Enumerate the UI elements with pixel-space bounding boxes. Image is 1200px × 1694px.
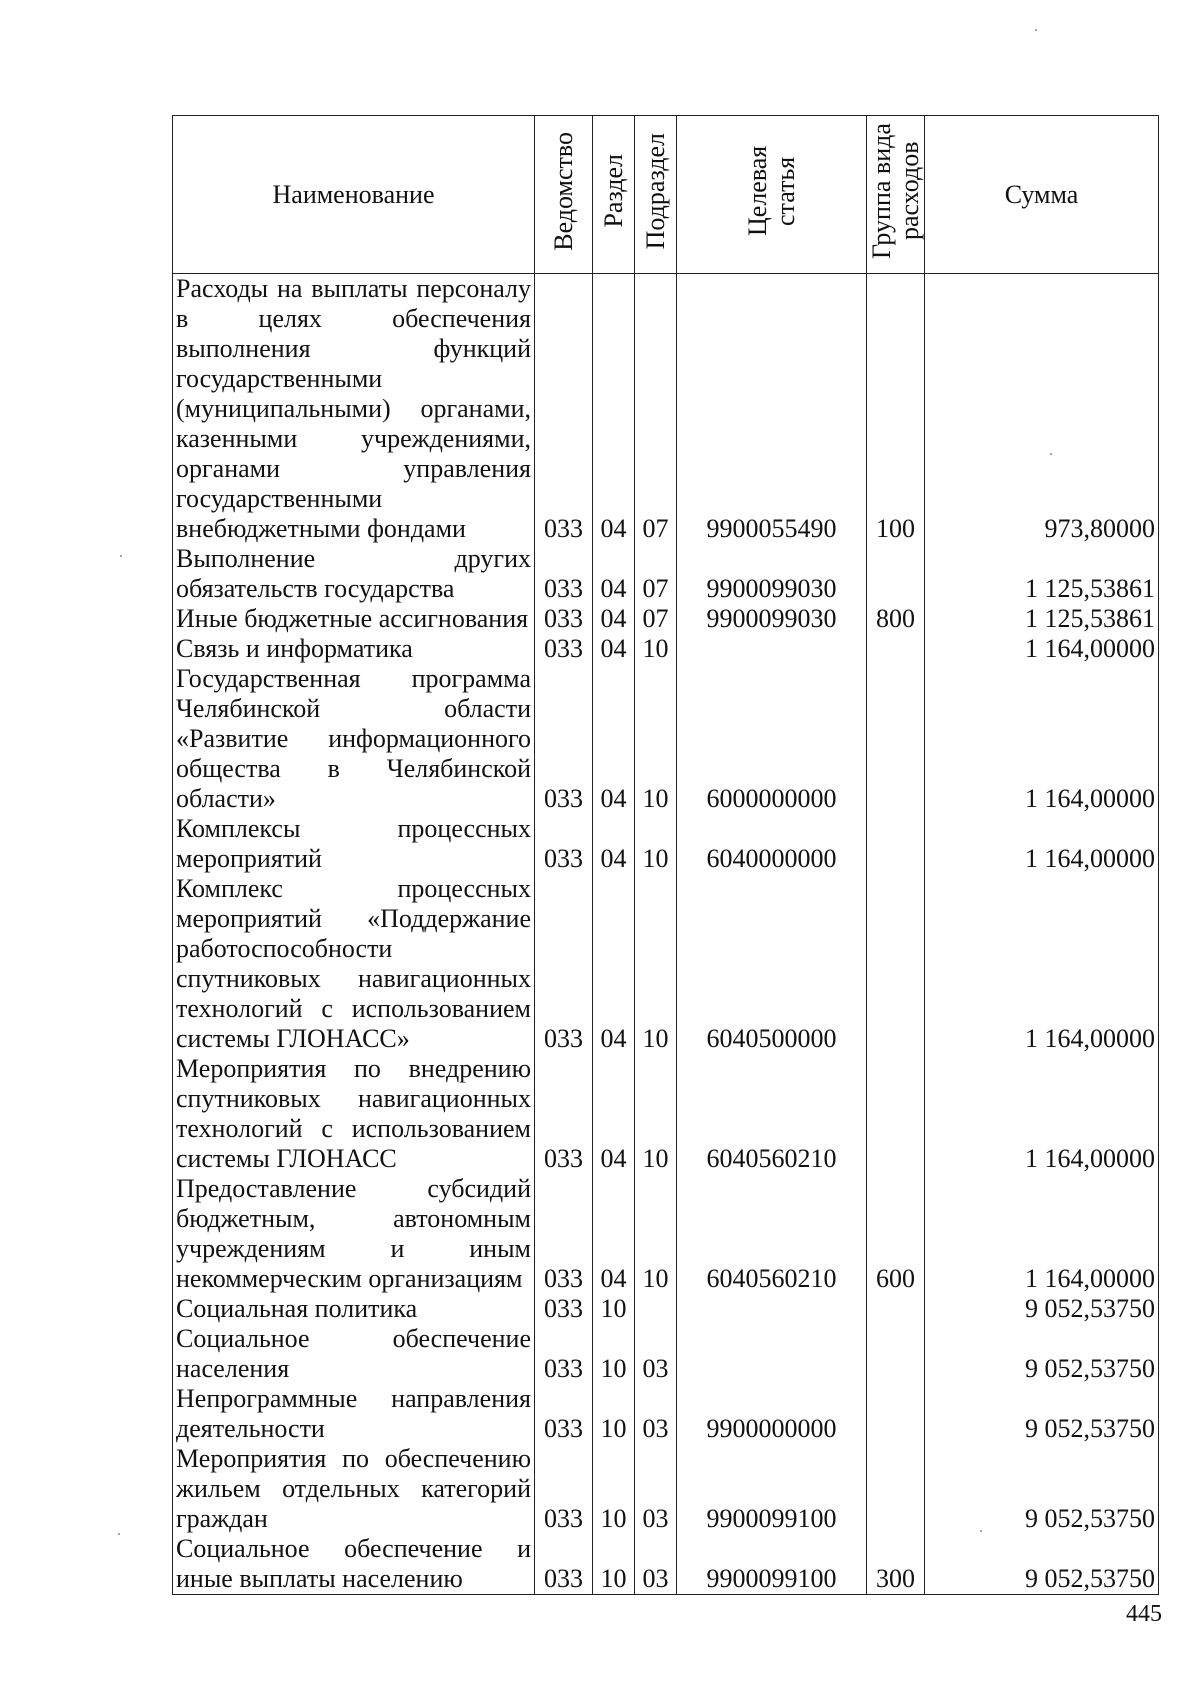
- cell-cel: 6040560210: [677, 1174, 867, 1294]
- cell-grp: [867, 1054, 925, 1174]
- cell-name: Социальное обеспечение и иные выплаты населению: [173, 1534, 535, 1595]
- cell-name: Мероприятия по обеспечению жильем отдельных категорий граждан: [173, 1444, 535, 1534]
- cell-sum: 9 052,53750: [925, 1324, 1159, 1384]
- cell-sum: 1 125,53861: [925, 544, 1159, 604]
- cell-raz: 10: [593, 1294, 635, 1324]
- cell-cel: 6040500000: [677, 874, 867, 1054]
- cell-name: Связь и информатика: [173, 634, 535, 664]
- cell-raz: 04: [593, 664, 635, 814]
- cell-ved: 033: [535, 604, 593, 634]
- cell-grp: [867, 664, 925, 814]
- cell-pod: 03: [635, 1444, 677, 1534]
- header-department: Ведомство: [535, 116, 593, 274]
- cell-cel: 6040000000: [677, 814, 867, 874]
- cell-sum: 973,80000: [925, 274, 1159, 545]
- cell-cel: [677, 1294, 867, 1324]
- cell-pod: 10: [635, 664, 677, 814]
- cell-ved: 033: [535, 1534, 593, 1595]
- cell-sum: 1 164,00000: [925, 634, 1159, 664]
- table-row: [173, 1534, 1159, 1595]
- cell-pod: 03: [635, 1384, 677, 1444]
- cell-raz: 04: [593, 1174, 635, 1294]
- cell-name: Мероприятия по внедрению спутниковых навигационных технологий с использованием системы ГЛОНАСС: [173, 1054, 535, 1174]
- scan-speck: [980, 1530, 982, 1532]
- cell-name: Комплекс процессных мероприятий «Поддержание работоспособности спутниковых навигационных технологий с использованием системы ГЛОНАСС»: [173, 874, 535, 1054]
- cell-grp: [867, 544, 925, 604]
- cell-raz: 04: [593, 274, 635, 545]
- cell-pod: 03: [635, 1534, 677, 1595]
- cell-raz: 10: [593, 1384, 635, 1444]
- cell-cel: 6040560210: [677, 1054, 867, 1174]
- header-subsection: Подраздел: [635, 116, 677, 274]
- cell-raz: 04: [593, 544, 635, 604]
- table-row: [173, 664, 1159, 814]
- cell-name: Государственная программа Челябинской области «Развитие информационного общества в Челябинской области»: [173, 664, 535, 814]
- cell-sum: 1 164,00000: [925, 1054, 1159, 1174]
- cell-cel: 6000000000: [677, 664, 867, 814]
- cell-ved: 033: [535, 634, 593, 664]
- cell-grp: [867, 1384, 925, 1444]
- table-row: [173, 1054, 1159, 1174]
- cell-raz: 10: [593, 1444, 635, 1534]
- scan-speck: [120, 555, 122, 557]
- cell-ved: 033: [535, 1294, 593, 1324]
- scan-speck: [118, 1533, 120, 1535]
- cell-cel: [677, 634, 867, 664]
- cell-name: Предоставление субсидий бюджетным, автономным учреждениям и иным некоммерческим организациям: [173, 1174, 535, 1294]
- cell-grp: 100: [867, 274, 925, 545]
- cell-name: Социальная политика: [173, 1294, 535, 1324]
- page-number: 445: [1126, 1601, 1162, 1627]
- table-row: [173, 604, 1159, 634]
- cell-ved: 033: [535, 1174, 593, 1294]
- table-row: [173, 1174, 1159, 1294]
- cell-grp: [867, 634, 925, 664]
- cell-sum: 1 164,00000: [925, 874, 1159, 1054]
- cell-pod: 07: [635, 544, 677, 604]
- table-row: [173, 874, 1159, 1054]
- cell-pod: 10: [635, 634, 677, 664]
- cell-name: Комплексы процессных мероприятий: [173, 814, 535, 874]
- cell-raz: 04: [593, 1054, 635, 1174]
- cell-sum: 1 164,00000: [925, 1174, 1159, 1294]
- cell-ved: 033: [535, 544, 593, 604]
- cell-sum: 1 164,00000: [925, 664, 1159, 814]
- cell-raz: 04: [593, 634, 635, 664]
- cell-pod: 10: [635, 874, 677, 1054]
- cell-raz: 10: [593, 1534, 635, 1595]
- cell-grp: 300: [867, 1534, 925, 1595]
- cell-raz: 10: [593, 1324, 635, 1384]
- cell-cel: 9900099030: [677, 544, 867, 604]
- cell-name: Непрограммные направления деятельности: [173, 1384, 535, 1444]
- cell-sum: 1 164,00000: [925, 814, 1159, 874]
- cell-grp: [867, 1294, 925, 1324]
- cell-name: Расходы на выплаты персоналу в целях обеспечения выполнения функций государственными (муниципальными) органами, казенными учреждениями, органами управления государственными внебюджетными фондами: [173, 274, 535, 545]
- cell-name: Иные бюджетные ассигнования: [173, 604, 535, 634]
- cell-raz: 04: [593, 874, 635, 1054]
- cell-pod: 10: [635, 1054, 677, 1174]
- cell-ved: 033: [535, 814, 593, 874]
- cell-sum: 9 052,53750: [925, 1294, 1159, 1324]
- cell-sum: 1 125,53861: [925, 604, 1159, 634]
- cell-name: Выполнение других обязательств государства: [173, 544, 535, 604]
- cell-cel: 9900099030: [677, 604, 867, 634]
- table-row: [173, 1384, 1159, 1444]
- cell-grp: [867, 814, 925, 874]
- cell-name: Социальное обеспечение населения: [173, 1324, 535, 1384]
- cell-pod: [635, 1294, 677, 1324]
- table-row: [173, 634, 1159, 664]
- header-target-item: Целевая статья: [677, 116, 867, 274]
- cell-sum: 9 052,53750: [925, 1534, 1159, 1595]
- table-row: [173, 1444, 1159, 1534]
- table-row: [173, 544, 1159, 604]
- cell-cel: [677, 1324, 867, 1384]
- cell-grp: [867, 1324, 925, 1384]
- scan-speck: [1050, 453, 1052, 455]
- header-section: Раздел: [593, 116, 635, 274]
- table-row: [173, 274, 1159, 545]
- budget-table: [172, 115, 1159, 1595]
- cell-pod: 03: [635, 1324, 677, 1384]
- cell-ved: 033: [535, 1054, 593, 1174]
- cell-cel: 9900000000: [677, 1384, 867, 1444]
- cell-ved: 033: [535, 1384, 593, 1444]
- cell-ved: 033: [535, 664, 593, 814]
- table-row: [173, 814, 1159, 874]
- table-header-row: [173, 116, 1159, 274]
- cell-grp: [867, 874, 925, 1054]
- cell-ved: 033: [535, 1324, 593, 1384]
- cell-pod: 07: [635, 604, 677, 634]
- cell-grp: 800: [867, 604, 925, 634]
- cell-pod: 10: [635, 1174, 677, 1294]
- cell-cel: 9900099100: [677, 1534, 867, 1595]
- cell-grp: 600: [867, 1174, 925, 1294]
- table-row: [173, 1324, 1159, 1384]
- cell-sum: 9 052,53750: [925, 1384, 1159, 1444]
- table-body: [173, 274, 1159, 1595]
- cell-ved: 033: [535, 274, 593, 545]
- cell-pod: 10: [635, 814, 677, 874]
- cell-raz: 04: [593, 604, 635, 634]
- cell-ved: 033: [535, 1444, 593, 1534]
- cell-cel: 9900055490: [677, 274, 867, 545]
- cell-ved: 033: [535, 874, 593, 1054]
- cell-grp: [867, 1444, 925, 1534]
- header-amount: Сумма: [925, 116, 1159, 274]
- scan-speck: [1035, 29, 1037, 31]
- cell-sum: 9 052,53750: [925, 1444, 1159, 1534]
- header-expense-group: Группа вида расходов: [867, 116, 925, 274]
- cell-raz: 04: [593, 814, 635, 874]
- cell-cel: 9900099100: [677, 1444, 867, 1534]
- cell-pod: 07: [635, 274, 677, 545]
- header-name: Наименование: [173, 116, 535, 274]
- table-row: [173, 1294, 1159, 1324]
